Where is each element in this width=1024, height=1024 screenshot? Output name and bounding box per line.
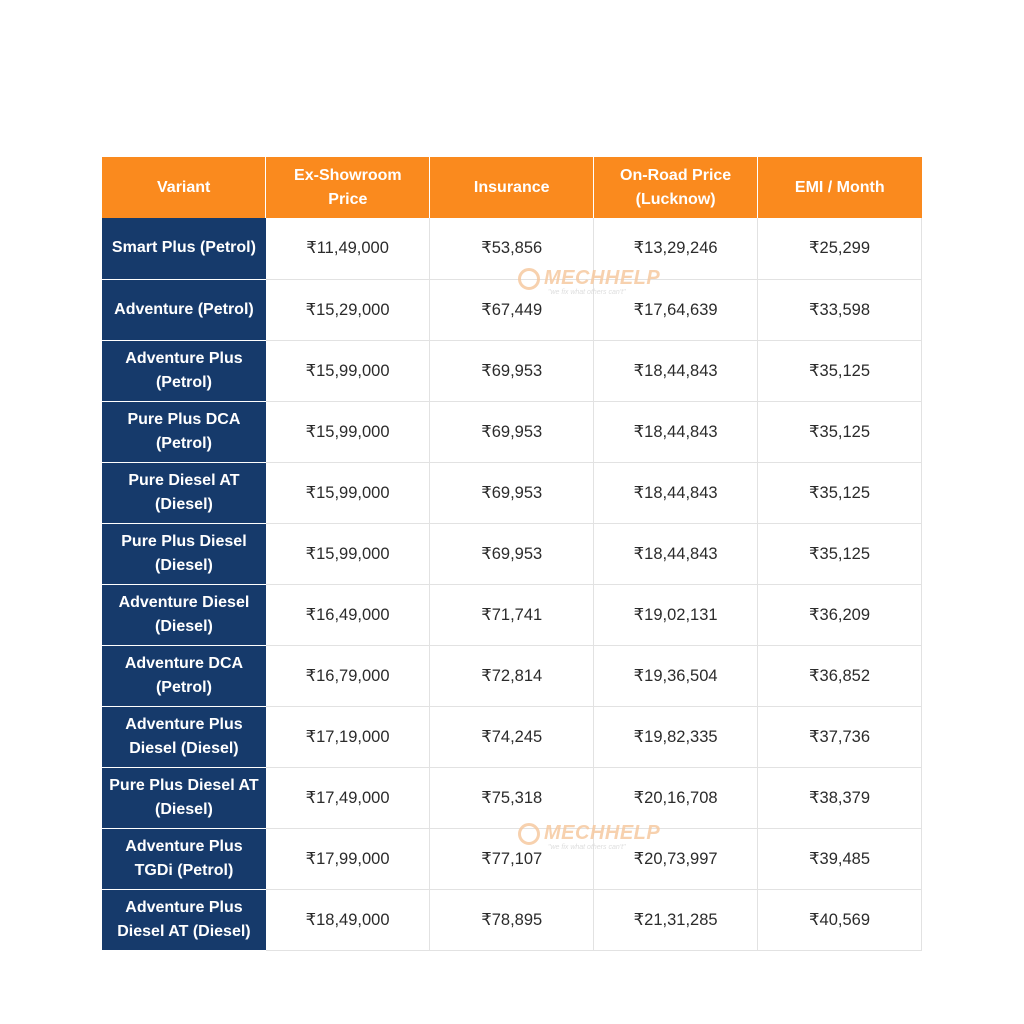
emi-cell: ₹36,852: [758, 645, 922, 706]
table-row: [102, 706, 922, 767]
emi-cell: ₹36,209: [758, 584, 922, 645]
on-road-cell: ₹18,44,843: [594, 340, 758, 401]
insurance-cell: ₹69,953: [430, 340, 594, 401]
emi-cell: ₹33,598: [758, 279, 922, 340]
table-body: [102, 218, 922, 950]
ex-showroom-cell: ₹15,29,000: [266, 279, 430, 340]
on-road-cell: ₹18,44,843: [594, 401, 758, 462]
table-row: [102, 340, 922, 401]
insurance-cell: ₹71,741: [430, 584, 594, 645]
on-road-cell: ₹18,44,843: [594, 523, 758, 584]
watermark-brand: MECHHELP: [544, 267, 661, 289]
table-row: [102, 401, 922, 462]
variant-cell: Adventure DCA (Petrol): [102, 645, 266, 706]
variant-cell: Pure Plus DCA (Petrol): [102, 401, 266, 462]
table-header: [102, 157, 922, 218]
insurance-cell: ₹69,953: [430, 401, 594, 462]
price-table: [102, 157, 922, 951]
insurance-cell: ₹77,107: [430, 828, 594, 889]
ex-showroom-cell: ₹16,79,000: [266, 645, 430, 706]
watermark-brand: MECHHELP: [544, 822, 661, 844]
emi-cell: ₹40,569: [758, 889, 922, 950]
emi-cell: ₹37,736: [758, 706, 922, 767]
emi-cell: ₹35,125: [758, 340, 922, 401]
header-on-road: On-Road Price (Lucknow): [594, 157, 758, 218]
emi-cell: ₹39,485: [758, 828, 922, 889]
table-row: [102, 218, 922, 279]
insurance-cell: ₹53,856: [430, 218, 594, 279]
ex-showroom-cell: ₹15,99,000: [266, 401, 430, 462]
variant-cell: Pure Plus Diesel AT (Diesel): [102, 767, 266, 828]
insurance-cell: ₹78,895: [430, 889, 594, 950]
watermark-tagline: "we fix what others can't": [548, 844, 626, 851]
on-road-cell: ₹17,64,639: [594, 279, 758, 340]
ex-showroom-cell: ₹17,49,000: [266, 767, 430, 828]
header-insurance: Insurance: [430, 157, 594, 218]
variant-cell: Adventure Plus TGDi (Petrol): [102, 828, 266, 889]
ex-showroom-cell: ₹17,19,000: [266, 706, 430, 767]
emi-cell: ₹25,299: [758, 218, 922, 279]
ex-showroom-cell: ₹11,49,000: [266, 218, 430, 279]
on-road-cell: ₹20,16,708: [594, 767, 758, 828]
ex-showroom-cell: ₹15,99,000: [266, 340, 430, 401]
table-row: [102, 462, 922, 523]
variant-cell: Pure Plus Diesel (Diesel): [102, 523, 266, 584]
header-ex-showroom: Ex-Showroom Price: [266, 157, 430, 218]
emi-cell: ₹35,125: [758, 401, 922, 462]
ex-showroom-cell: ₹15,99,000: [266, 462, 430, 523]
ex-showroom-cell: ₹16,49,000: [266, 584, 430, 645]
header-variant: Variant: [102, 157, 266, 218]
on-road-cell: ₹19,36,504: [594, 645, 758, 706]
variant-cell: Adventure (Petrol): [102, 279, 266, 340]
emi-cell: ₹35,125: [758, 523, 922, 584]
on-road-cell: ₹19,82,335: [594, 706, 758, 767]
watermark-tagline: "we fix what others can't": [548, 289, 626, 296]
table-row: [102, 584, 922, 645]
header-row: [102, 157, 922, 218]
table-row: [102, 279, 922, 340]
ex-showroom-cell: ₹17,99,000: [266, 828, 430, 889]
variant-cell: Smart Plus (Petrol): [102, 218, 266, 279]
insurance-cell: ₹69,953: [430, 523, 594, 584]
ex-showroom-cell: ₹18,49,000: [266, 889, 430, 950]
on-road-cell: ₹19,02,131: [594, 584, 758, 645]
on-road-cell: ₹21,31,285: [594, 889, 758, 950]
emi-cell: ₹35,125: [758, 462, 922, 523]
insurance-cell: ₹72,814: [430, 645, 594, 706]
variant-cell: Pure Diesel AT (Diesel): [102, 462, 266, 523]
emi-cell: ₹38,379: [758, 767, 922, 828]
table-row: [102, 828, 922, 889]
insurance-cell: ₹75,318: [430, 767, 594, 828]
variant-cell: Adventure Plus (Petrol): [102, 340, 266, 401]
on-road-cell: ₹20,73,997: [594, 828, 758, 889]
table-row: [102, 889, 922, 950]
table-row: [102, 767, 922, 828]
on-road-cell: ₹13,29,246: [594, 218, 758, 279]
insurance-cell: ₹74,245: [430, 706, 594, 767]
ex-showroom-cell: ₹15,99,000: [266, 523, 430, 584]
table-row: [102, 645, 922, 706]
insurance-cell: ₹69,953: [430, 462, 594, 523]
variant-cell: Adventure Diesel (Diesel): [102, 584, 266, 645]
header-emi: EMI / Month: [758, 157, 922, 218]
variant-cell: Adventure Plus Diesel AT (Diesel): [102, 889, 266, 950]
insurance-cell: ₹67,449: [430, 279, 594, 340]
on-road-cell: ₹18,44,843: [594, 462, 758, 523]
table-row: [102, 523, 922, 584]
variant-cell: Adventure Plus Diesel (Diesel): [102, 706, 266, 767]
